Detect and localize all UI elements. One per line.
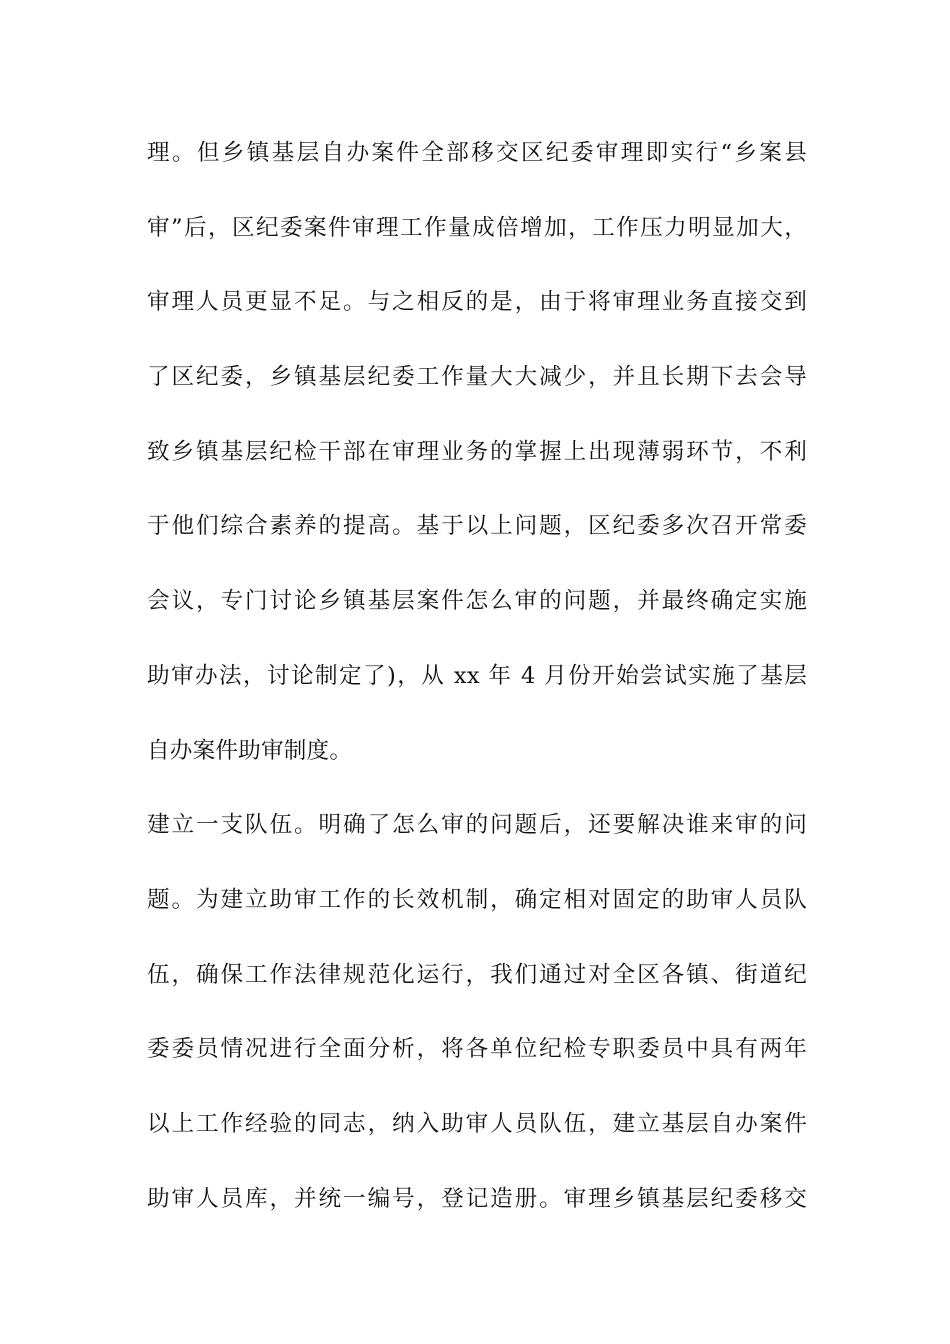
text-line: 助审办法，讨论制定了)，从 xx 年 4 月份开始尝试实施了基层 — [147, 662, 807, 689]
text-line: 会议，专门讨论乡镇基层案件怎么审的问题，并最终确定实施 — [147, 588, 807, 615]
text-line: 助审人员库，并统一编号，登记造册。审理乡镇基层纪委移交 — [147, 1185, 807, 1212]
text-line: 于他们综合素养的提高。基于以上问题，区纪委多次召开常委 — [147, 513, 807, 540]
text-line: 题。为建立助审工作的长效机制，确定相对固定的助审人员队 — [147, 886, 807, 913]
text-line: 委委员情况进行全面分析，将各单位纪检专职委员中具有两年 — [147, 1036, 807, 1063]
text-line: 建立一支队伍。明确了怎么审的问题后，还要解决谁来审的问 — [147, 812, 807, 839]
text-line: 以上工作经验的同志，纳入助审人员队伍，建立基层自办案件 — [147, 1110, 807, 1137]
text-line: 伍，确保工作法律规范化运行，我们通过对全区各镇、街道纪 — [147, 961, 807, 988]
text-line: 审”后，区纪委案件审理工作量成倍增加，工作压力明显加大， — [147, 214, 807, 241]
text-line: 致乡镇基层纪检干部在审理业务的掌握上出现薄弱环节，不利 — [147, 438, 807, 465]
text-line: 理。但乡镇基层自办案件全部移交区纪委审理即实行“乡案县 — [147, 140, 807, 166]
text-line: 了区纪委，乡镇基层纪委工作量大大减少，并且长期下去会导 — [147, 364, 807, 391]
body-text — [147, 130, 807, 1250]
text-line: 审理人员更显不足。与之相反的是，由于将审理业务直接交到 — [147, 289, 807, 316]
text-line: 自办案件助审制度。 — [147, 737, 353, 764]
